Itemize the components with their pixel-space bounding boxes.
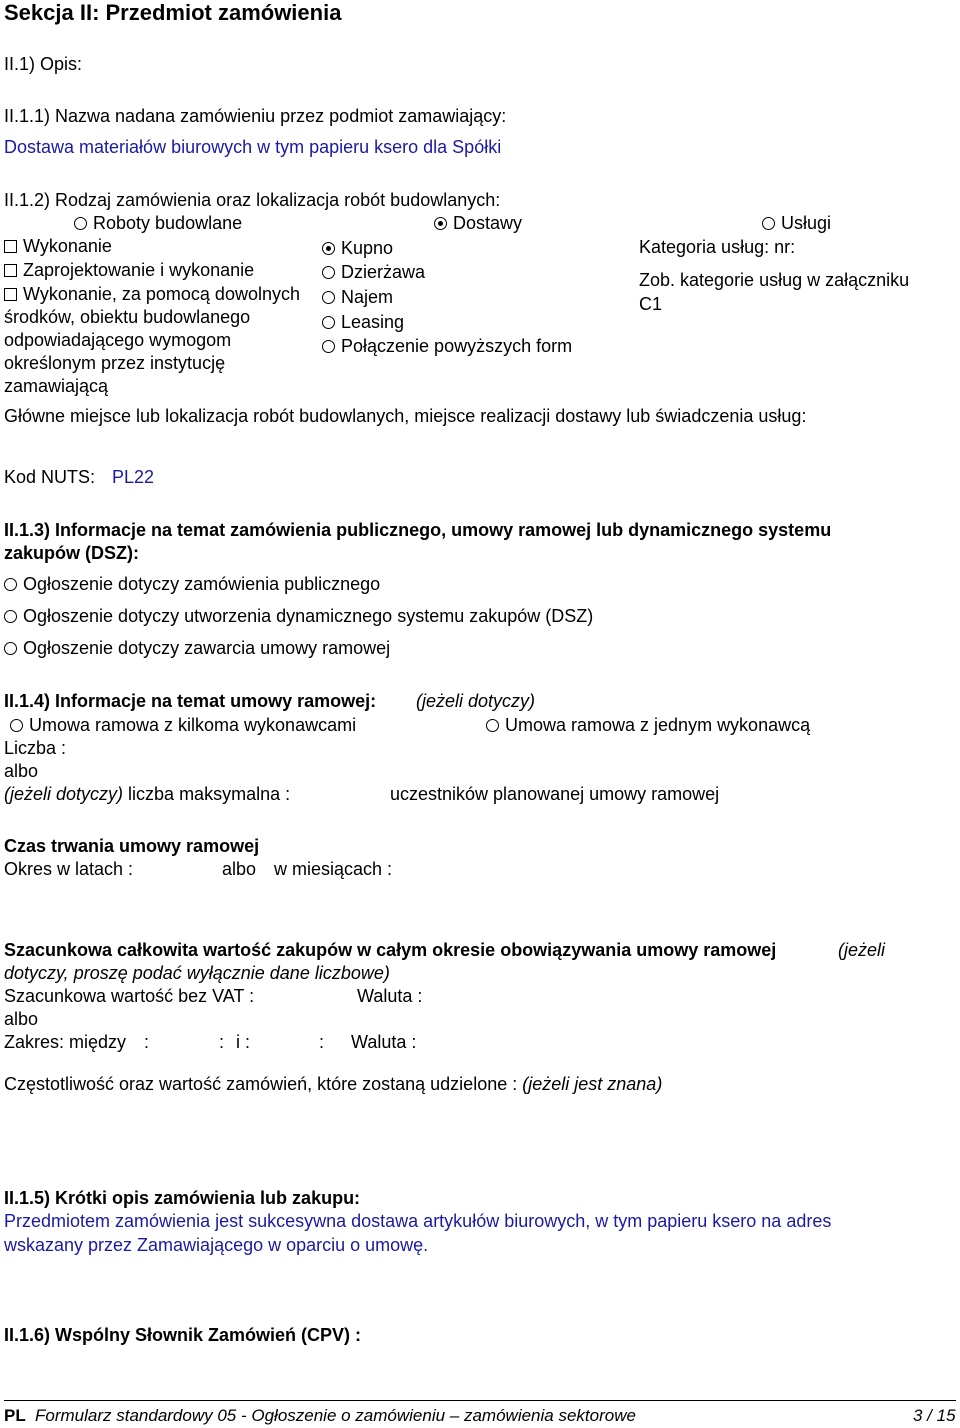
- service-category-label: Kategoria usług: nr:: [639, 237, 796, 257]
- type-option-label: Roboty budowlane: [93, 213, 243, 233]
- footer-form: Formularz standardowy 05 - Ogłoszenie o zamówieniu – zamówienia sektorowe: [35, 1406, 636, 1425]
- frequency-row: [4, 1074, 662, 1095]
- radio-icon: [4, 610, 17, 623]
- works-option-any-means: [4, 284, 300, 305]
- footer-page: 3 / 15: [913, 1406, 956, 1425]
- duration-months-label: w miesiącach :: [274, 859, 393, 879]
- duration-title: Czas trwania umowy ramowej: [4, 836, 260, 856]
- description-line: wskazany przez Zamawiającego w oparciu o umowę.: [4, 1235, 429, 1255]
- supply-option-lease: [322, 262, 425, 283]
- radio-icon: [74, 217, 87, 230]
- duration-years-label: Okres w latach :: [4, 859, 134, 879]
- range-currency-label: Waluta :: [351, 1032, 417, 1052]
- supply-option-rental: [322, 287, 393, 308]
- subsection-ii11-label: II.1.1) Nazwa nadana zamówieniu przez podmiot zamawiający:: [4, 106, 507, 126]
- location-label: Główne miejsce lub lokalizacja robót budowlanych, miejsce realizacji dostawy lub świadczenia usług:: [4, 406, 807, 426]
- radio-selected-icon: [434, 217, 447, 230]
- estimate-title: Szacunkowa całkowita wartość zakupów w całym okresie obowiązywania umowy ramowej: [4, 940, 777, 960]
- works-option-execution: [4, 236, 112, 257]
- notice-option-label: Ogłoszenie dotyczy zamówienia publicznego: [23, 574, 381, 594]
- supply-option-label: Kupno: [341, 238, 394, 258]
- notice-option-dps: [4, 606, 593, 627]
- notice-option-framework: [4, 638, 390, 659]
- type-option-services: [762, 213, 831, 234]
- subsection-ii14-note: (jeżeli dotyczy): [416, 691, 536, 711]
- max-count-note: (jeżeli dotyczy): [4, 784, 124, 804]
- service-category-note: Zob. kategorie usług w załączniku: [639, 270, 910, 290]
- max-count-row: [4, 784, 290, 805]
- supply-option-combination: [322, 336, 572, 357]
- nuts-value: PL22: [112, 467, 155, 487]
- participants-label: uczestników planowanej umowy ramowej: [390, 784, 720, 804]
- service-category-note: C1: [639, 294, 663, 314]
- frequency-label: Częstotliwość oraz wartość zamówień, które zostaną udzielone :: [4, 1074, 518, 1094]
- radio-icon: [10, 719, 23, 732]
- type-option-supplies: [434, 213, 522, 234]
- range-label: Zakres: między: [4, 1032, 127, 1052]
- supply-option-purchase: [322, 238, 393, 259]
- works-option-label: Wykonanie: [23, 236, 112, 256]
- radio-icon: [322, 316, 335, 329]
- footer-divider: [4, 1400, 956, 1401]
- description-line: Przedmiotem zamówienia jest sukcesywna dostawa artykułów biurowych, w tym papieru ksero na adres: [4, 1211, 832, 1231]
- section-title: Sekcja II: Przedmiot zamówienia: [4, 0, 342, 25]
- works-option-design-execution: [4, 260, 254, 281]
- checkbox-icon: [4, 288, 17, 301]
- range-sep: :: [319, 1032, 325, 1052]
- framework-option-one: [486, 715, 810, 736]
- estimate-or: albo: [4, 1009, 39, 1029]
- notice-option-label: Ogłoszenie dotyczy utworzenia dynamicznego systemu zakupów (DSZ): [23, 606, 594, 626]
- works-option-line: odpowiadającego wymogom: [4, 330, 232, 350]
- radio-icon: [486, 719, 499, 732]
- supply-option-label: Leasing: [341, 312, 405, 332]
- subsection-ii14-label: II.1.4) Informacje na temat umowy ramowej:: [4, 691, 377, 711]
- radio-icon: [322, 291, 335, 304]
- radio-selected-icon: [322, 242, 335, 255]
- supply-option-label: Dzierżawa: [341, 262, 426, 282]
- framework-option-label: Umowa ramowa z kilkoma wykonawcami: [29, 715, 357, 735]
- subsection-ii13-label: II.1.3) Informacje na temat zamówienia publicznego, umowy ramowej lub dynamicznego systemu: [4, 520, 832, 540]
- subsection-ii12-label: II.1.2) Rodzaj zamówienia oraz lokalizacja robót budowlanych:: [4, 190, 501, 210]
- radio-icon: [762, 217, 775, 230]
- subsection-ii1-label: II.1) Opis:: [4, 54, 83, 74]
- estimate-note: (jeżeli: [838, 940, 886, 960]
- framework-option-many: [10, 715, 356, 736]
- estimate-currency-label: Waluta :: [357, 986, 423, 1006]
- type-option-label: Usługi: [781, 213, 832, 233]
- supply-option-label: Połączenie powyższych form: [341, 336, 573, 356]
- count-label: Liczba :: [4, 738, 67, 758]
- checkbox-icon: [4, 240, 17, 253]
- checkbox-icon: [4, 264, 17, 277]
- works-option-line: zamawiającą: [4, 376, 109, 396]
- subsection-ii16-label: II.1.6) Wspólny Słownik Zamówień (CPV) :: [4, 1325, 362, 1345]
- radio-icon: [322, 266, 335, 279]
- max-count-label: liczba maksymalna :: [128, 784, 291, 804]
- type-option-works: [74, 213, 242, 234]
- radio-icon: [4, 642, 17, 655]
- estimate-note-cont: dotyczy, proszę podać wyłącznie dane liczbowe): [4, 963, 390, 983]
- or-label: albo: [4, 761, 39, 781]
- supply-option-label: Najem: [341, 287, 394, 307]
- works-option-label: Zaprojektowanie i wykonanie: [23, 260, 255, 280]
- supply-option-leasing: [322, 312, 404, 333]
- contract-name-value: Dostawa materiałów biurowych w tym papieru ksero dla Spółki: [4, 137, 502, 157]
- radio-icon: [322, 340, 335, 353]
- range-sep: :: [219, 1032, 225, 1052]
- duration-or: albo: [222, 859, 257, 879]
- works-option-label: Wykonanie, za pomocą dowolnych: [23, 284, 300, 304]
- nuts-label: Kod NUTS:: [4, 467, 96, 487]
- notice-option-public-contract: [4, 574, 380, 595]
- works-option-line: środków, obiektu budowlanego: [4, 307, 251, 327]
- range-sep: :: [144, 1032, 150, 1052]
- radio-icon: [4, 578, 17, 591]
- notice-option-label: Ogłoszenie dotyczy zawarcia umowy ramowej: [23, 638, 391, 658]
- framework-option-label: Umowa ramowa z jednym wykonawcą: [505, 715, 811, 735]
- works-option-line: określonym przez instytucję: [4, 353, 226, 373]
- type-option-label: Dostawy: [453, 213, 523, 233]
- footer-lang: PL: [4, 1406, 26, 1425]
- subsection-ii13-label-cont: zakupów (DSZ):: [4, 543, 139, 563]
- frequency-note: (jeżeli jest znana): [522, 1074, 663, 1094]
- estimate-value-label: Szacunkowa wartość bez VAT :: [4, 986, 255, 1006]
- range-and: i :: [236, 1032, 251, 1052]
- subsection-ii15-label: II.1.5) Krótki opis zamówienia lub zakupu:: [4, 1188, 361, 1208]
